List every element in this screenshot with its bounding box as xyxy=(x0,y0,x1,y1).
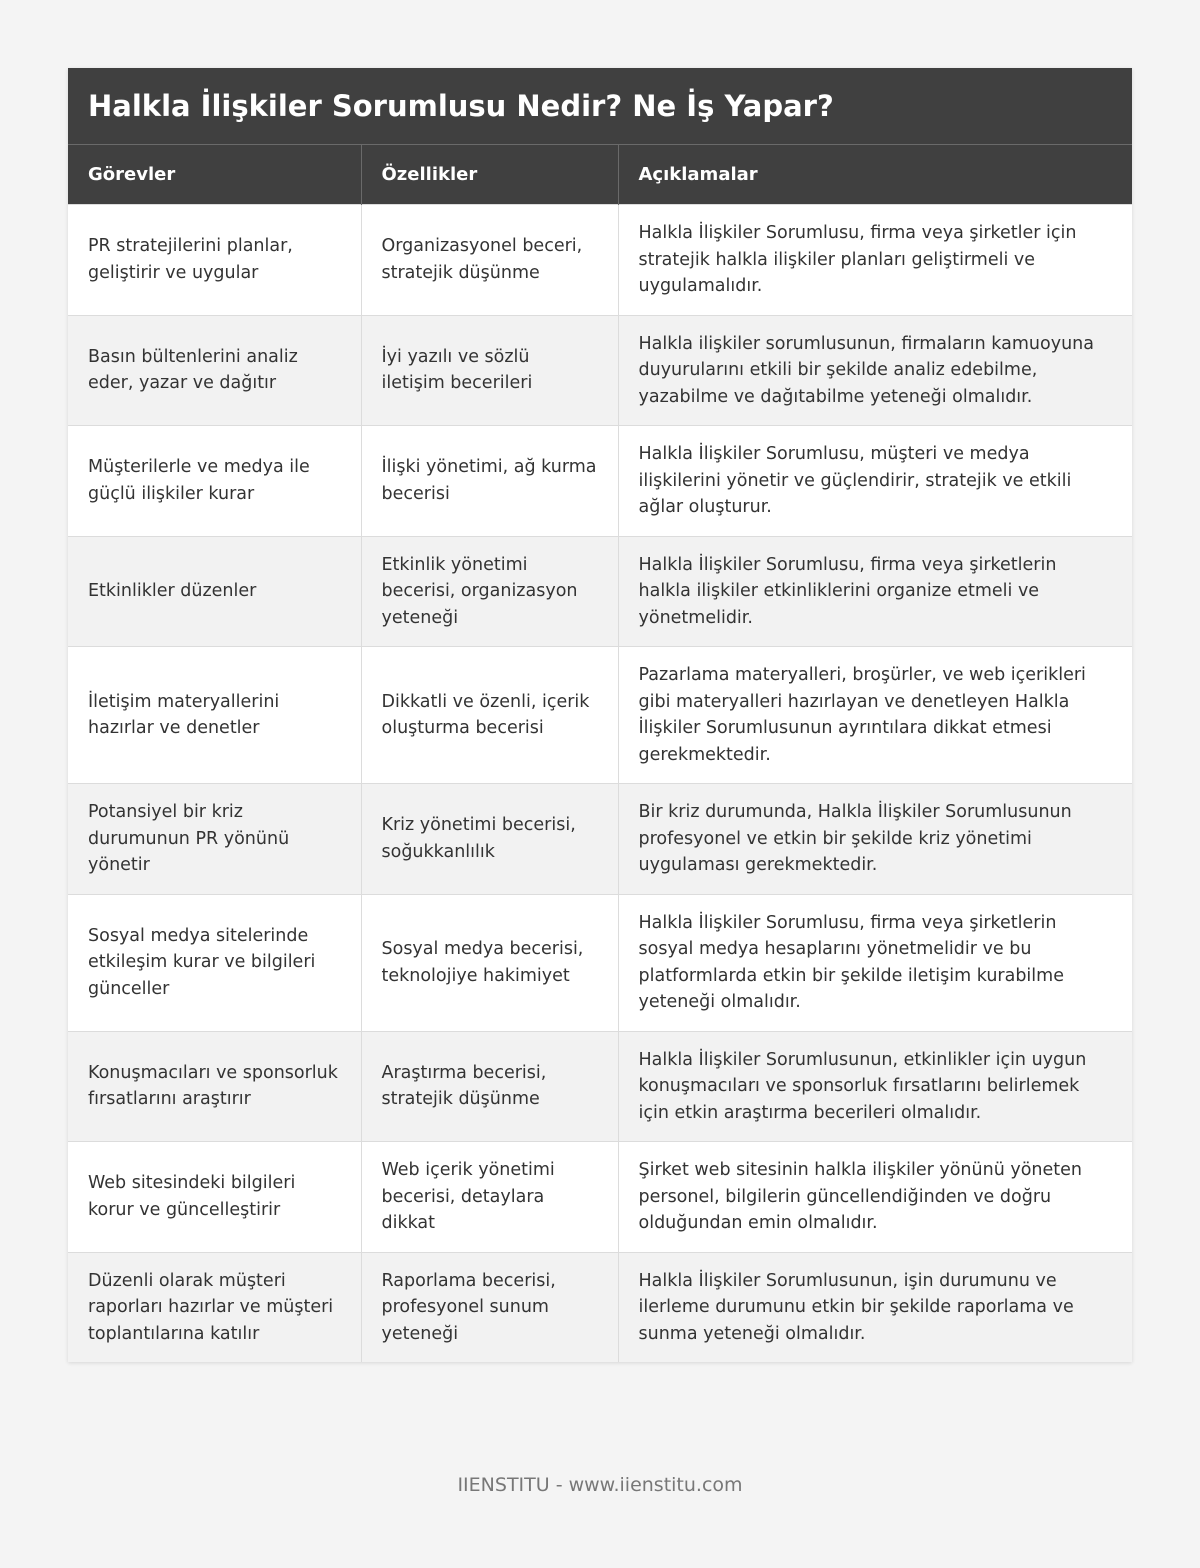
cell-aciklama: Halkla İlişkiler Sorumlusu, firma veya şirketlerin halkla ilişkiler etkinliklerini organize etmeli ve yönetmelidir. xyxy=(618,536,1132,647)
table-row xyxy=(68,647,1132,784)
cell-ozellik: Araştırma becerisi, stratejik düşünme xyxy=(361,1031,618,1142)
cell-gorev: Potansiyel bir kriz durumunun PR yönünü yönetir xyxy=(68,784,361,895)
cell-ozellik: Etkinlik yönetimi becerisi, organizasyon yeteneği xyxy=(361,536,618,647)
cell-gorev: Etkinlikler düzenler xyxy=(68,536,361,647)
cell-gorev: İletişim materyallerini hazırlar ve denetler xyxy=(68,647,361,784)
cell-aciklama: Pazarlama materyalleri, broşürler, ve web içerikleri gibi materyalleri hazırlayan ve denetleyen Halkla İlişkiler Sorumlusunun ayrıntılara dikkat etmesi gerekmektedir. xyxy=(618,647,1132,784)
cell-aciklama: Halkla İlişkiler Sorumlusu, firma veya şirketlerin sosyal medya hesaplarını yönetmelidir ve bu platformlarda etkin bir şekilde iletişim kurabilme yeteneği olmalıdır. xyxy=(618,894,1132,1031)
cell-aciklama: Halkla İlişkiler Sorumlusunun, etkinlikler için uygun konuşmacıları ve sponsorluk fırsatlarını belirlemek için etkin araştırma becerileri olmalıdır. xyxy=(618,1031,1132,1142)
table-row xyxy=(68,426,1132,537)
cell-ozellik: Kriz yönetimi becerisi, soğukkanlılık xyxy=(361,784,618,895)
cell-gorev: Sosyal medya sitelerinde etkileşim kurar ve bilgileri günceller xyxy=(68,894,361,1031)
cell-ozellik: İlişki yönetimi, ağ kurma becerisi xyxy=(361,426,618,537)
cell-ozellik: İyi yazılı ve sözlü iletişim becerileri xyxy=(361,315,618,426)
cell-gorev: Web sitesindeki bilgileri korur ve güncelleştirir xyxy=(68,1142,361,1253)
content-card xyxy=(68,68,1132,1362)
cell-ozellik: Raporlama becerisi, profesyonel sunum yeteneği xyxy=(361,1252,618,1362)
table-row xyxy=(68,1252,1132,1362)
table-row xyxy=(68,205,1132,316)
table-row xyxy=(68,1142,1132,1253)
cell-gorev: Basın bültenlerini analiz eder, yazar ve dağıtır xyxy=(68,315,361,426)
column-header-ozellikler: Özellikler xyxy=(361,145,618,205)
table-row xyxy=(68,315,1132,426)
cell-ozellik: Sosyal medya becerisi, teknolojiye hakimiyet xyxy=(361,894,618,1031)
cell-ozellik: Organizasyonel beceri, stratejik düşünme xyxy=(361,205,618,316)
cell-aciklama: Bir kriz durumunda, Halkla İlişkiler Sorumlusunun profesyonel ve etkin bir şekilde kriz yönetimi uygulaması gerekmektedir. xyxy=(618,784,1132,895)
table-row xyxy=(68,536,1132,647)
footer-credit: IIENSTITU - www.iienstitu.com xyxy=(457,1474,743,1496)
table-row xyxy=(68,784,1132,895)
cell-ozellik: Dikkatli ve özenli, içerik oluşturma becerisi xyxy=(361,647,618,784)
table-header xyxy=(68,145,1132,205)
cell-aciklama: Halkla İlişkiler Sorumlusu, firma veya şirketler için stratejik halkla ilişkiler planları geliştirmeli ve uygulamalıdır. xyxy=(618,205,1132,316)
cell-aciklama: Halkla İlişkiler Sorumlusunun, işin durumunu ve ilerleme durumunu etkin bir şekilde raporlama ve sunma yeteneği olmalıdır. xyxy=(618,1252,1132,1362)
cell-gorev: Konuşmacıları ve sponsorluk fırsatlarını araştırır xyxy=(68,1031,361,1142)
table-body xyxy=(68,205,1132,1363)
cell-aciklama: Şirket web sitesinin halkla ilişkiler yönünü yöneten personel, bilgilerin güncellendiğinden ve doğru olduğundan emin olmalıdır. xyxy=(618,1142,1132,1253)
column-header-aciklamalar: Açıklamalar xyxy=(618,145,1132,205)
cell-gorev: Düzenli olarak müşteri raporları hazırlar ve müşteri toplantılarına katılır xyxy=(68,1252,361,1362)
cell-ozellik: Web içerik yönetimi becerisi, detaylara dikkat xyxy=(361,1142,618,1253)
cell-gorev: Müşterilerle ve medya ile güçlü ilişkiler kurar xyxy=(68,426,361,537)
table-row xyxy=(68,1031,1132,1142)
cell-aciklama: Halkla ilişkiler sorumlusunun, firmaların kamuoyuna duyurularını etkili bir şekilde analiz edebilme, yazabilme ve dağıtabilme yeteneği olmalıdır. xyxy=(618,315,1132,426)
column-header-gorevler: Görevler xyxy=(68,145,361,205)
cell-aciklama: Halkla İlişkiler Sorumlusu, müşteri ve medya ilişkilerini yönetir ve güçlendirir, stratejik ve etkili ağlar oluşturur. xyxy=(618,426,1132,537)
info-table xyxy=(68,144,1132,1362)
table-row xyxy=(68,894,1132,1031)
page-title: Halkla İlişkiler Sorumlusu Nedir? Ne İş Yapar? xyxy=(68,68,1132,144)
cell-gorev: PR stratejilerini planlar, geliştirir ve uygular xyxy=(68,205,361,316)
